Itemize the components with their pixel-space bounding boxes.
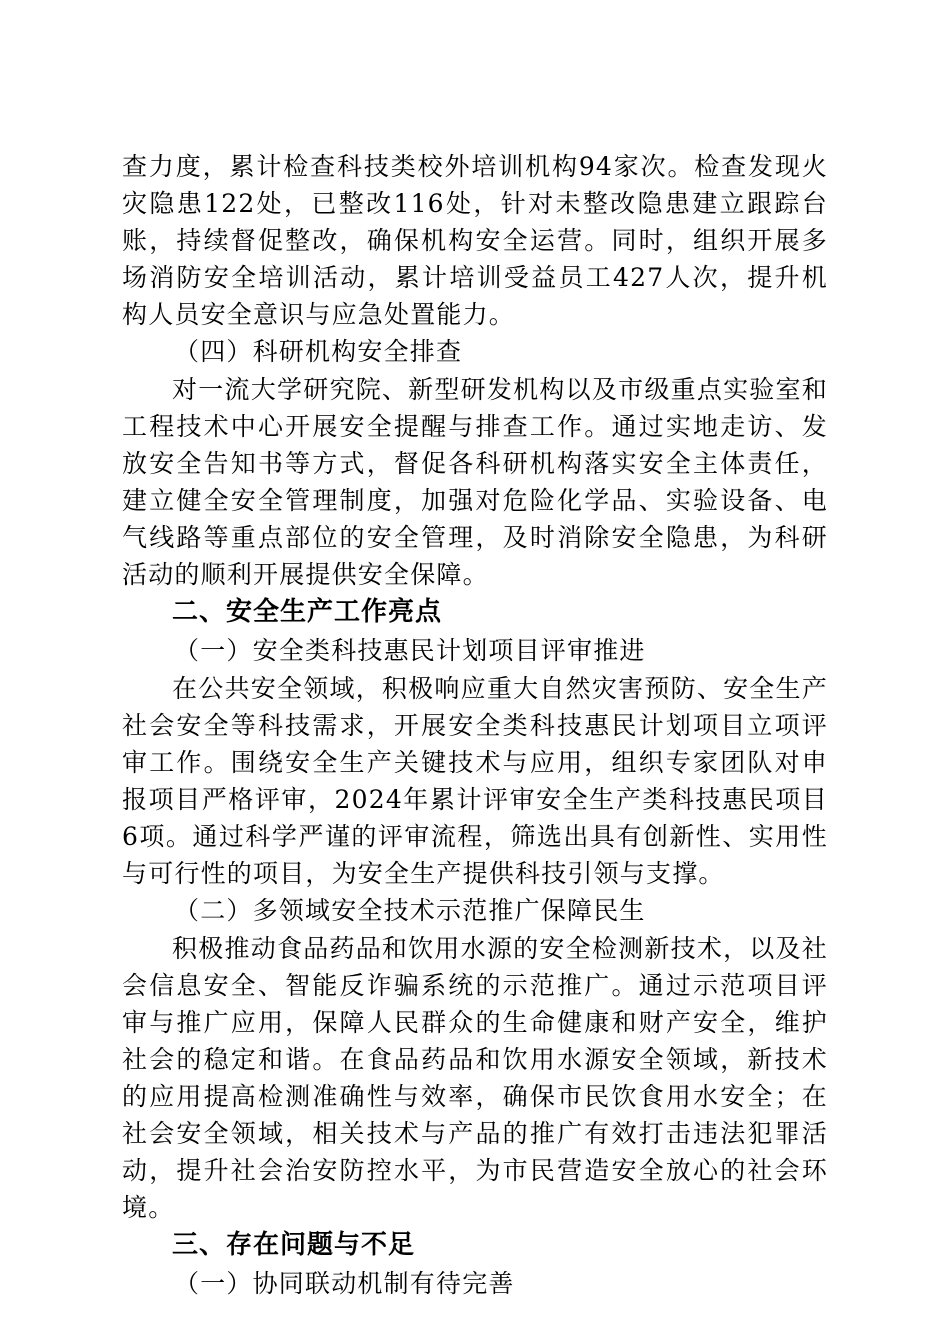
paragraph-tech-demonstration: 积极推动食品药品和饮用水源的安全检测新技术，以及社会信息安全、智能反诈骗系统的示范推广。通过示范项目评审与推广应用，保障人民群众的生命健康和财产安全，维护社会的稳定和谐。在食品药品和饮用水源安全领域，新技术的应用提高检测准确性与效率，确保市民饮食用水安全；在社会安全领域，相关技术与产品的推广有效打击违法犯罪活动，提升社会治安防控水平，为市民营造安全放心的社会环境。 (122, 934, 828, 1222)
subheading-tech-demonstration: （二）多领域安全技术示范推广保障民生 (174, 896, 646, 925)
document-body (122, 148, 828, 1303)
paragraph-research-safety: 对一流大学研究院、新型研发机构以及市级重点实验室和工程技术中心开展安全提醒与排查工作。通过实地走访、发放安全告知书等方式，督促各科研机构落实安全主体责任，建立健全安全管理制度，加强对危险化学品、实验设备、电气线路等重点部位的安全管理，及时消除安全隐患，为科研活动的顺利开展提供安全保障。 (122, 375, 828, 589)
subheading-research-institutions: （四）科研机构安全排查 (174, 337, 463, 366)
paragraph-project-review: 在公共安全领域，积极响应重大自然灾害预防、安全生产社会安全等科技需求，开展安全类科技惠民计划项目立项评审工作。围绕安全生产关键技术与应用，组织专家团队对申报项目严格评审，2024年累计评审安全生产类科技惠民项目6项。通过科学严谨的评审流程，筛选出具有创新性、实用性与可行性的项目，为安全生产提供科技引领与支撑。 (122, 674, 828, 888)
subheading-project-review: （一）安全类科技惠民计划项目评审推进 (174, 636, 646, 665)
paragraph-inspection-results: 查力度，累计检查科技类校外培训机构94家次。检查发现火灾隐患122处，已整改116处，针对未整改隐患建立跟踪台账，持续督促整改，确保机构安全运营。同时，组织开展多场消防安全培训活动，累计培训受益员工427人次，提升机构人员安全意识与应急处置能力。 (122, 152, 828, 329)
subheading-coordination: （一）协同联动机制有待完善 (174, 1269, 515, 1298)
heading-problems: 三、存在问题与不足 (172, 1230, 416, 1260)
heading-highlights: 二、安全生产工作亮点 (172, 597, 443, 627)
